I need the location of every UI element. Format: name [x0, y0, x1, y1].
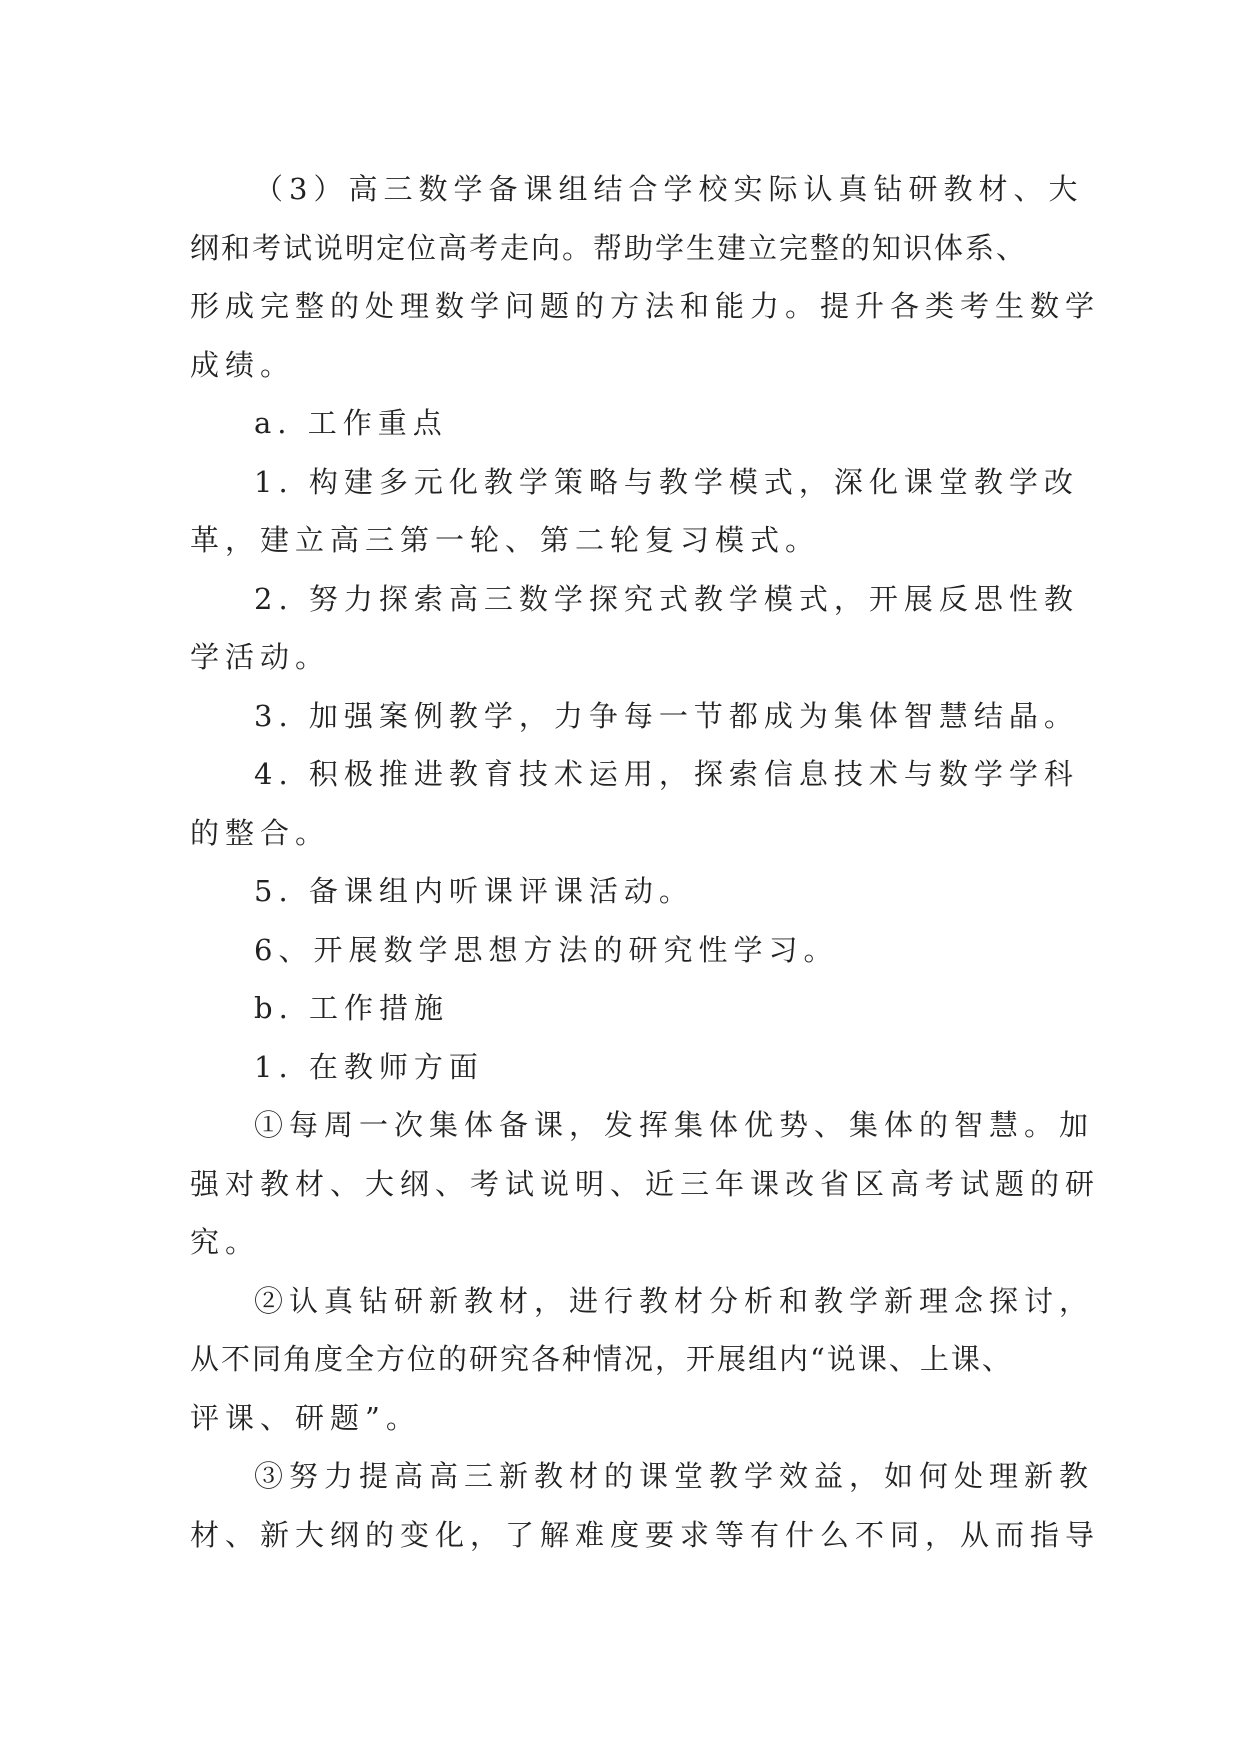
document-body — [190, 160, 1101, 1564]
section-heading: a. 工作重点 — [254, 406, 448, 440]
section-heading: b. 工作措施 — [254, 991, 450, 1025]
list-item: 3. 加强案例教学，力争每一节都成为集体智慧结晶。 — [254, 698, 1079, 733]
list-item-continuation: 革，建立高三第一轮、第二轮复习模式。 — [190, 523, 821, 557]
paragraph-line: （3）高三数学备课组结合学校实际认真钻研教材、大 — [254, 172, 1084, 206]
paragraph-line: 评课、研题”。 — [190, 1400, 421, 1435]
paragraph-line: ③努力提高高三新教材的课堂教学效益，如何处理新教 — [254, 1459, 1095, 1493]
list-item: 6、开展数学思想方法的研究性学习。 — [254, 932, 839, 967]
list-item: 5. 备课组内听课评课活动。 — [254, 874, 694, 908]
paragraph-line: 强对教材、大纲、考试说明、近三年课改省区高考试题的研 — [190, 1166, 1101, 1201]
paragraph-line: 材、新大纲的变化，了解难度要求等有什么不同，从而指导 — [190, 1517, 1101, 1552]
paragraph-line: 从不同角度全方位的研究各种情况，开展组内“说课、上课、 — [190, 1342, 1013, 1376]
paragraph-line: 形成完整的处理数学问题的方法和能力。提升各类考生数学 — [190, 289, 1101, 323]
paragraph-line: 成绩。 — [190, 347, 296, 382]
list-item-continuation: 学活动。 — [190, 640, 331, 674]
list-item: 2. 努力探索高三数学探究式教学模式，开展反思性教 — [254, 581, 1079, 616]
list-item-continuation: 的整合。 — [190, 815, 331, 850]
list-item: 4. 积极推进教育技术运用，探索信息技术与数学学科 — [254, 757, 1079, 791]
list-item: 1. 构建多元化教学策略与教学模式，深化课堂教学改 — [254, 464, 1079, 499]
paragraph-line: 究。 — [190, 1225, 261, 1259]
paragraph-line: ①每周一次集体备课，发挥集体优势、集体的智慧。加 — [254, 1108, 1095, 1142]
paragraph-line: 纲和考试说明定位高考走向。帮助学生建立完整的知识体系、 — [190, 230, 1028, 265]
paragraph-line: ②认真钻研新教材，进行教材分析和教学新理念探讨， — [254, 1283, 1095, 1318]
subsection-heading: 1. 在教师方面 — [254, 1049, 484, 1084]
